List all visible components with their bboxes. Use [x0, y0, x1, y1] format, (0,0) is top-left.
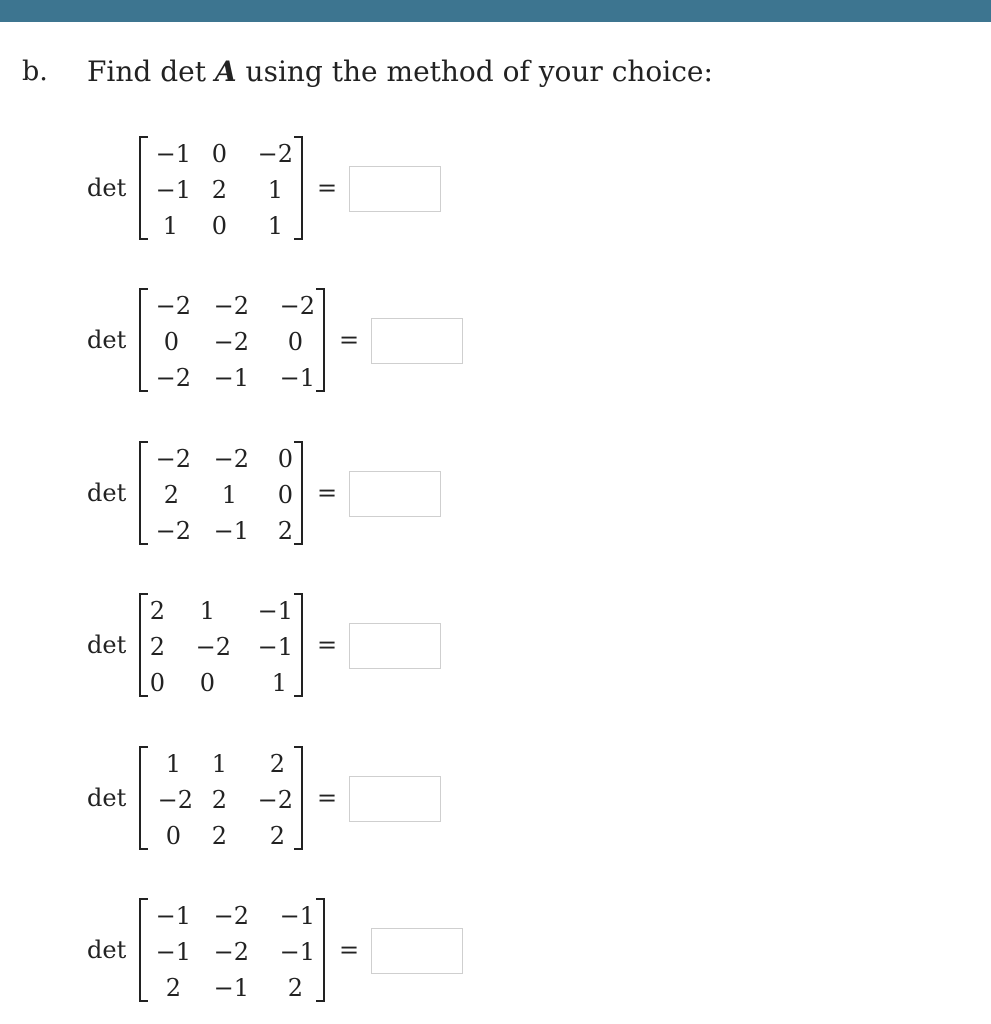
determinant-problem-4	[87, 591, 507, 703]
matrix-cell: 2	[211, 786, 227, 814]
matrix-cell: −1	[213, 364, 249, 392]
matrix-cell: 0	[163, 328, 179, 356]
matrix-cell: −2	[157, 786, 193, 814]
matrix-cell: −2	[155, 292, 191, 320]
matrix-cell: −1	[155, 176, 191, 204]
matrix-cell: −1	[279, 364, 315, 392]
right-bracket	[294, 136, 303, 240]
left-bracket	[139, 898, 148, 1002]
equals-sign: =	[317, 784, 338, 812]
right-bracket	[316, 288, 325, 392]
left-bracket	[139, 746, 148, 850]
matrix-cell: −2	[195, 633, 231, 661]
matrix-cell: 1	[221, 481, 237, 509]
matrix-cell: −2	[213, 292, 249, 320]
matrix-cell: 2	[165, 974, 181, 1002]
matrix-cell: −1	[257, 597, 293, 625]
matrix	[139, 896, 325, 1008]
det-label: det	[87, 784, 127, 812]
part-label: b.	[22, 56, 48, 87]
question-prompt	[87, 52, 713, 92]
matrix-cell: −2	[213, 938, 249, 966]
matrix-cell: 2	[277, 517, 293, 545]
matrix-cell: 1	[271, 669, 287, 697]
matrix-cell: 1	[199, 597, 215, 625]
left-bracket	[139, 288, 148, 392]
answer-input-6[interactable]	[371, 928, 463, 974]
matrix-cell: −2	[155, 364, 191, 392]
equals-sign: =	[317, 479, 338, 507]
header-bar	[0, 0, 991, 22]
left-bracket	[139, 136, 148, 240]
matrix-cell: 2	[287, 974, 303, 1002]
matrix-cell: −2	[213, 328, 249, 356]
matrix-cell: −2	[213, 445, 249, 473]
matrix-cell: −2	[279, 292, 315, 320]
matrix-cell: 1	[211, 750, 227, 778]
matrix-cell: 1	[267, 212, 283, 240]
right-bracket	[294, 593, 303, 697]
matrix-cell: 0	[211, 212, 227, 240]
determinant-problem-6	[87, 896, 507, 1008]
matrix-cell: 0	[199, 669, 215, 697]
determinant-problem-1	[87, 134, 507, 246]
answer-input-1[interactable]	[349, 166, 441, 212]
matrix-cell: 1	[267, 176, 283, 204]
matrix-cell: 0	[277, 481, 293, 509]
matrix	[139, 591, 303, 703]
matrix-cell: −1	[155, 140, 191, 168]
determinant-problem-2	[87, 286, 507, 398]
equals-sign: =	[339, 326, 360, 354]
matrix-cell: −1	[213, 974, 249, 1002]
det-label: det	[87, 936, 127, 964]
left-bracket	[139, 593, 148, 697]
matrix-cell: 2	[211, 822, 227, 850]
matrix-cell: 2	[149, 633, 165, 661]
matrix-cell: −2	[155, 517, 191, 545]
matrix-cell: −1	[257, 633, 293, 661]
prompt-matrix-symbol: A	[214, 55, 237, 88]
det-label: det	[87, 326, 127, 354]
matrix-cell: −1	[213, 517, 249, 545]
determinant-problem-5	[87, 744, 507, 856]
prompt-det: det	[160, 55, 206, 88]
answer-input-2[interactable]	[371, 318, 463, 364]
matrix	[139, 286, 325, 398]
matrix-cell: −2	[257, 786, 293, 814]
matrix-cell: 2	[269, 750, 285, 778]
matrix	[139, 134, 303, 246]
equals-sign: =	[317, 174, 338, 202]
determinant-problem-3	[87, 439, 507, 551]
answer-input-3[interactable]	[349, 471, 441, 517]
matrix	[139, 744, 303, 856]
det-label: det	[87, 174, 127, 202]
matrix-cell: 0	[149, 669, 165, 697]
matrix-cell: −1	[279, 938, 315, 966]
right-bracket	[294, 746, 303, 850]
equals-sign: =	[339, 936, 360, 964]
prompt-text-before: Find	[87, 55, 161, 88]
matrix-cell: 0	[165, 822, 181, 850]
matrix-cell: 2	[211, 176, 227, 204]
det-label: det	[87, 631, 127, 659]
right-bracket	[294, 441, 303, 545]
matrix-cell: 2	[149, 597, 165, 625]
matrix-cell: 0	[287, 328, 303, 356]
matrix-cell: −1	[155, 938, 191, 966]
matrix-cell: 0	[211, 140, 227, 168]
prompt-text-after: using the method of your choice:	[236, 55, 713, 88]
matrix-cell: 1	[165, 750, 181, 778]
matrix-cell: −2	[213, 902, 249, 930]
matrix-cell: −1	[279, 902, 315, 930]
matrix-cell: −2	[257, 140, 293, 168]
right-bracket	[316, 898, 325, 1002]
equals-sign: =	[317, 631, 338, 659]
prompt-space	[206, 55, 215, 88]
matrix-cell: −2	[155, 445, 191, 473]
matrix-cell: 0	[277, 445, 293, 473]
matrix-cell: 2	[269, 822, 285, 850]
matrix-cell: 1	[162, 212, 178, 240]
matrix	[139, 439, 303, 551]
answer-input-4[interactable]	[349, 623, 441, 669]
det-label: det	[87, 479, 127, 507]
matrix-cell: 2	[163, 481, 179, 509]
answer-input-5[interactable]	[349, 776, 441, 822]
left-bracket	[139, 441, 148, 545]
matrix-cell: −1	[155, 902, 191, 930]
